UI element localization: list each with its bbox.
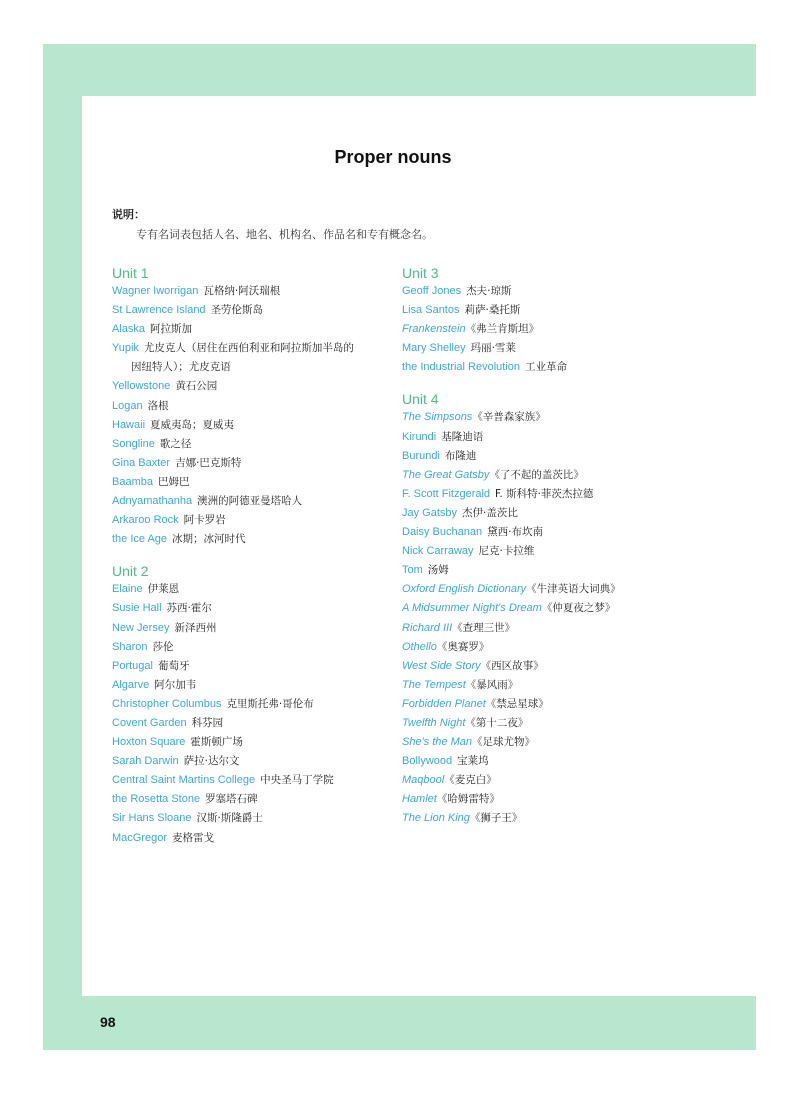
- glossary-entry: [112, 339, 402, 377]
- glossary-entry: [112, 301, 402, 320]
- glossary-entry: [402, 301, 672, 320]
- entry-translation: 黛西·布坎南: [487, 526, 543, 539]
- page-title: Proper nouns: [334, 147, 452, 167]
- entry-translation: 尼克·卡拉维: [478, 545, 535, 558]
- entry-translation: 澳洲的阿德亚曼塔哈人: [197, 495, 303, 508]
- entry-term: Sharon: [112, 640, 148, 653]
- entry-term: Oxford English Dictionary: [402, 583, 527, 596]
- entry-translation: 《牛津英语大词典》: [526, 583, 621, 596]
- glossary-entry: [112, 473, 402, 492]
- glossary-entry: [112, 435, 402, 454]
- entry-translation: 霍斯顿广场: [190, 736, 243, 749]
- glossary-entry: [112, 282, 402, 301]
- entry-translation: 苏西·霍尔: [166, 602, 212, 615]
- unit-section: [112, 264, 402, 549]
- entry-translation: 《西区故事》: [480, 659, 544, 672]
- entry-translation: 中央圣马丁学院: [260, 774, 334, 787]
- entry-term: She's the Man: [402, 736, 472, 749]
- glossary-entry: [402, 408, 672, 427]
- glossary-entry: [402, 619, 672, 638]
- glossary-entry: [112, 733, 402, 752]
- entry-translation: 科芬园: [191, 716, 224, 729]
- entry-term: Hoxton Square: [112, 736, 186, 749]
- entry-term: Alaska: [112, 323, 146, 336]
- entry-translation: 克里斯托弗·哥伦布: [226, 697, 314, 710]
- glossary-entry: [402, 447, 672, 466]
- glossary-entry: [402, 320, 672, 339]
- entry-translation: F. 斯科特·菲茨杰拉德: [495, 487, 594, 500]
- entry-translation: 基隆迪语: [441, 430, 484, 443]
- entry-term: Hamlet: [402, 793, 437, 806]
- entry-translation: 巴姆巴: [157, 475, 190, 488]
- entry-translation: 《暴风雨》: [465, 678, 519, 691]
- unit-title: Unit 1: [112, 265, 149, 281]
- entry-translation: 伊莱恩: [147, 583, 180, 596]
- entry-term: The Simpsons: [402, 411, 473, 424]
- entry-term: Frankenstein: [402, 323, 466, 336]
- glossary-entry: [402, 733, 672, 752]
- entry-term: Maqbool: [402, 774, 445, 787]
- entry-translation: 布隆迪: [444, 449, 477, 462]
- entry-translation: 阿尔加韦: [154, 678, 197, 691]
- entry-term: The Lion King: [402, 812, 470, 825]
- entry-term: Forbidden Planet: [402, 697, 486, 710]
- right-column: [402, 264, 672, 829]
- entry-translation: 《了不起的盖茨比》: [489, 468, 584, 481]
- entry-translation: 萨拉·达尔文: [183, 755, 240, 768]
- note-heading: 说明：: [112, 208, 145, 221]
- entry-term: Othello: [402, 640, 437, 653]
- glossary-entry: [112, 511, 402, 530]
- unit-section: [402, 390, 672, 828]
- glossary-entry: [112, 454, 402, 473]
- glossary-entry: [402, 523, 672, 542]
- entry-translation: 汉斯·斯隆爵士: [196, 812, 263, 825]
- entry-term: St Lawrence Island: [112, 304, 206, 317]
- glossary-entry: [112, 416, 402, 435]
- entry-translation: 《足球尤物》: [471, 736, 535, 749]
- entry-term: Algarve: [112, 678, 150, 691]
- entry-term: Sir Hans Sloane: [112, 812, 192, 825]
- entry-translation: 阿卡罗岩: [183, 514, 226, 527]
- entry-term: Gina Baxter: [112, 456, 171, 469]
- unit-section: [112, 562, 402, 847]
- entry-term: The Great Gatsby: [402, 468, 490, 481]
- unit-title: Unit 2: [112, 563, 149, 580]
- entry-term: Jay Gatsby: [402, 506, 458, 519]
- glossary-entry: [112, 397, 402, 416]
- glossary-entry: [402, 809, 672, 828]
- entry-translation: 《狮子王》: [469, 812, 523, 825]
- entry-translation: 《仲夏夜之梦》: [541, 602, 616, 615]
- entry-term: Richard III: [402, 621, 453, 634]
- entry-translation: 吉娜·巴克斯特: [175, 456, 242, 469]
- entry-translation: 罗塞塔石碑: [205, 793, 258, 806]
- unit-title: Unit 3: [402, 265, 439, 281]
- entry-term: New Jersey: [112, 621, 170, 634]
- entry-term: Daisy Buchanan: [402, 526, 483, 539]
- entry-translation: 夏威夷岛；夏威夷: [150, 418, 235, 431]
- entry-term: Burundi: [402, 449, 440, 462]
- glossary-entry: [402, 339, 672, 358]
- entry-translation: 瓦格纳·阿沃瑞根: [203, 285, 281, 297]
- entry-term: the Rosetta Stone: [112, 793, 201, 806]
- entry-translation: 宝莱坞: [457, 755, 489, 768]
- glossary-entry: [402, 358, 672, 377]
- glossary-entry: [402, 638, 672, 657]
- entry-term: Christopher Columbus: [112, 697, 222, 710]
- glossary-entry: [402, 657, 672, 676]
- entry-term: Twelfth Night: [402, 716, 466, 729]
- page-number: 98: [100, 1014, 116, 1030]
- entry-translation-continued: 因纽特人）；尤皮克语: [131, 361, 231, 374]
- glossary-entry: [112, 492, 402, 511]
- entry-translation: 《奥赛罗》: [436, 640, 490, 653]
- entry-translation: 杰夫·琼斯: [466, 285, 512, 297]
- glossary-entry: [402, 790, 672, 809]
- entry-translation: 黄石公园: [175, 380, 218, 393]
- entry-translation: 新泽西州: [174, 621, 217, 634]
- glossary-entry: [402, 771, 672, 790]
- entry-term: Yellowstone: [112, 380, 171, 393]
- entry-term: The Tempest: [402, 678, 466, 691]
- entry-translation: 冰期；冰河时代: [172, 533, 246, 546]
- entry-translation: 玛丽·雪莱: [470, 342, 516, 355]
- entry-term: Sarah Darwin: [112, 755, 179, 768]
- glossary-entry: [112, 771, 402, 790]
- entry-term: Susie Hall: [112, 602, 162, 615]
- glossary-entry: [112, 752, 402, 771]
- glossary-entry: [402, 466, 672, 485]
- entry-translation: 《第十二夜》: [465, 716, 529, 729]
- glossary-entry: [112, 676, 402, 695]
- entry-term: Central Saint Martins College: [112, 774, 256, 787]
- entry-term: the Ice Age: [112, 533, 168, 546]
- entry-term: Portugal: [112, 659, 153, 672]
- glossary-entry: [112, 320, 402, 339]
- entry-translation: 《禁忌星球》: [485, 697, 549, 710]
- entry-term: Elaine: [112, 583, 143, 596]
- glossary-entry: [112, 619, 402, 638]
- entry-translation: 杰伊·盖茨比: [462, 506, 518, 519]
- glossary-entry: [402, 599, 672, 618]
- glossary-entry: [112, 599, 402, 618]
- entry-translation: 《辛普森家族》: [472, 411, 546, 424]
- entry-term: Arkaroo Rock: [112, 514, 179, 527]
- glossary-entry: [402, 714, 672, 733]
- glossary-entry: [402, 428, 672, 447]
- glossary-entry: [112, 809, 402, 828]
- entry-term: Hawaii: [112, 418, 146, 431]
- entry-term: Yupik: [112, 342, 139, 355]
- glossary-entry: [112, 638, 402, 657]
- entry-term: Logan: [112, 399, 143, 412]
- entry-translation: 麦格雷戈: [172, 831, 215, 844]
- entry-term: F. Scott Fitzgerald: [402, 487, 491, 500]
- glossary-entry: [112, 530, 402, 549]
- entry-translation: 《哈姆雷特》: [436, 793, 500, 806]
- entry-translation: 洛根: [147, 399, 169, 412]
- entry-translation: 阿拉斯加: [150, 323, 193, 336]
- glossary-entry: [402, 485, 672, 504]
- entry-term: Nick Carraway: [402, 545, 474, 558]
- note-text: 专有名词表包括人名、地名、机构名、作品名和专有概念名。: [136, 228, 433, 241]
- entry-term: Mary Shelley: [402, 342, 466, 355]
- entry-translation: 葡萄牙: [157, 659, 190, 672]
- glossary-entry: [402, 580, 672, 599]
- entry-term: Lisa Santos: [402, 304, 460, 317]
- entry-term: Tom: [402, 564, 423, 577]
- glossary-entry: [402, 676, 672, 695]
- entry-translation: 《麦克白》: [444, 774, 497, 787]
- glossary-entry: [112, 377, 402, 396]
- entry-translation: 莎伦: [152, 640, 174, 653]
- entry-term: Covent Garden: [112, 716, 187, 729]
- entry-term: Adnyamathanha: [112, 495, 193, 508]
- entry-term: the Industrial Revolution: [402, 361, 521, 374]
- entry-term: Bollywood: [402, 755, 453, 768]
- entry-translation: 莉萨·桑托斯: [464, 304, 521, 317]
- entry-translation: 圣劳伦斯岛: [210, 304, 264, 317]
- glossary-entry: [402, 504, 672, 523]
- entry-translation: 尤皮克人（居住在西伯利亚和阿拉斯加半岛的: [143, 342, 354, 355]
- entry-term: Songline: [112, 437, 155, 450]
- glossary-entry: [402, 542, 672, 561]
- entry-term: Wagner Iworrigan: [112, 285, 199, 297]
- unit-section: [402, 264, 672, 377]
- entry-term: A Midsummer Night's Dream: [402, 602, 542, 615]
- entry-term: West Side Story: [402, 659, 481, 672]
- glossary-entry: [402, 561, 672, 580]
- glossary-entry: [112, 714, 402, 733]
- glossary-entry: [112, 829, 402, 848]
- entry-term: MacGregor: [112, 831, 168, 844]
- entry-translation: 汤姆: [427, 564, 449, 577]
- entry-term: Geoff Jones: [402, 285, 462, 297]
- glossary-entry: [402, 695, 672, 714]
- entry-translation: 《查理三世》: [452, 621, 516, 634]
- unit-title: Unit 4: [402, 391, 439, 408]
- glossary-entry: [402, 752, 672, 771]
- entry-translation: 工业革命: [525, 361, 568, 374]
- glossary-entry: [112, 790, 402, 809]
- entry-translation: 歌之径: [159, 437, 192, 450]
- glossary-entry: [112, 695, 402, 714]
- entry-term: Baamba: [112, 475, 153, 488]
- entry-term: Kirundi: [402, 430, 437, 443]
- glossary-entry: [112, 657, 402, 676]
- entry-translation: 《弗兰肯斯坦》: [465, 323, 540, 336]
- glossary-entry: [112, 580, 402, 599]
- left-column: [112, 264, 402, 848]
- glossary-entry: [402, 282, 672, 301]
